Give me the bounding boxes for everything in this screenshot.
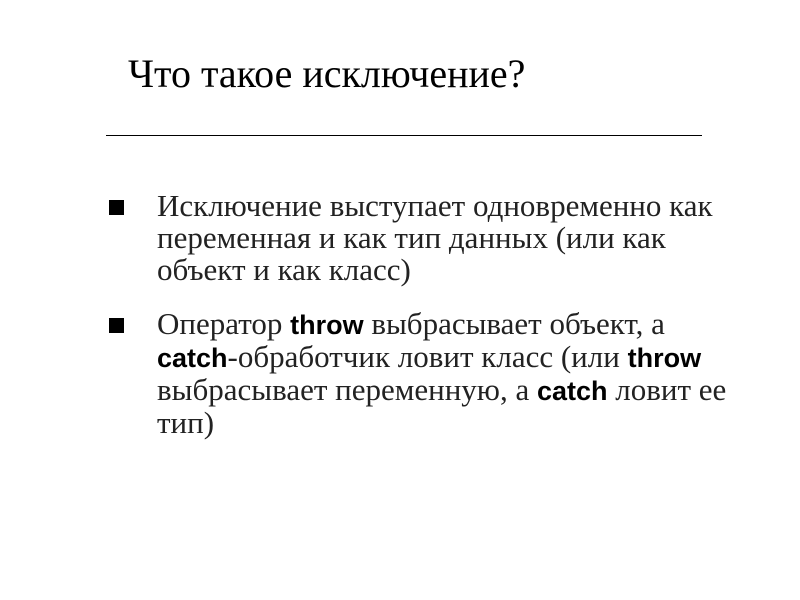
bullet-text-segment: Оператор: [157, 306, 291, 341]
bullet-item: [105, 190, 745, 286]
keyword-catch: catch: [157, 343, 228, 373]
keyword-throw: throw: [627, 343, 702, 373]
square-bullet-icon: [109, 200, 124, 215]
bullet-text-segment: -обработчик ловит класс (или: [227, 339, 628, 374]
bullet-text-segment: ловит ее тип): [157, 372, 727, 440]
bullet-list: [105, 190, 745, 439]
keyword-throw: throw: [290, 310, 364, 340]
square-bullet-icon: [109, 318, 124, 333]
bullet-text-segment: выбрасывает объект, а: [363, 306, 665, 341]
bullet-item: [105, 308, 745, 439]
slide-title: Что такое исключение?: [128, 51, 526, 96]
bullet-text-segment: выбрасывает переменную, а: [157, 372, 537, 407]
bullet-text: Исключение выступает одновременно как переменная и как тип данных (или как объект и как класс): [157, 188, 713, 287]
keyword-catch: catch: [536, 376, 608, 406]
title-divider: [106, 135, 702, 136]
